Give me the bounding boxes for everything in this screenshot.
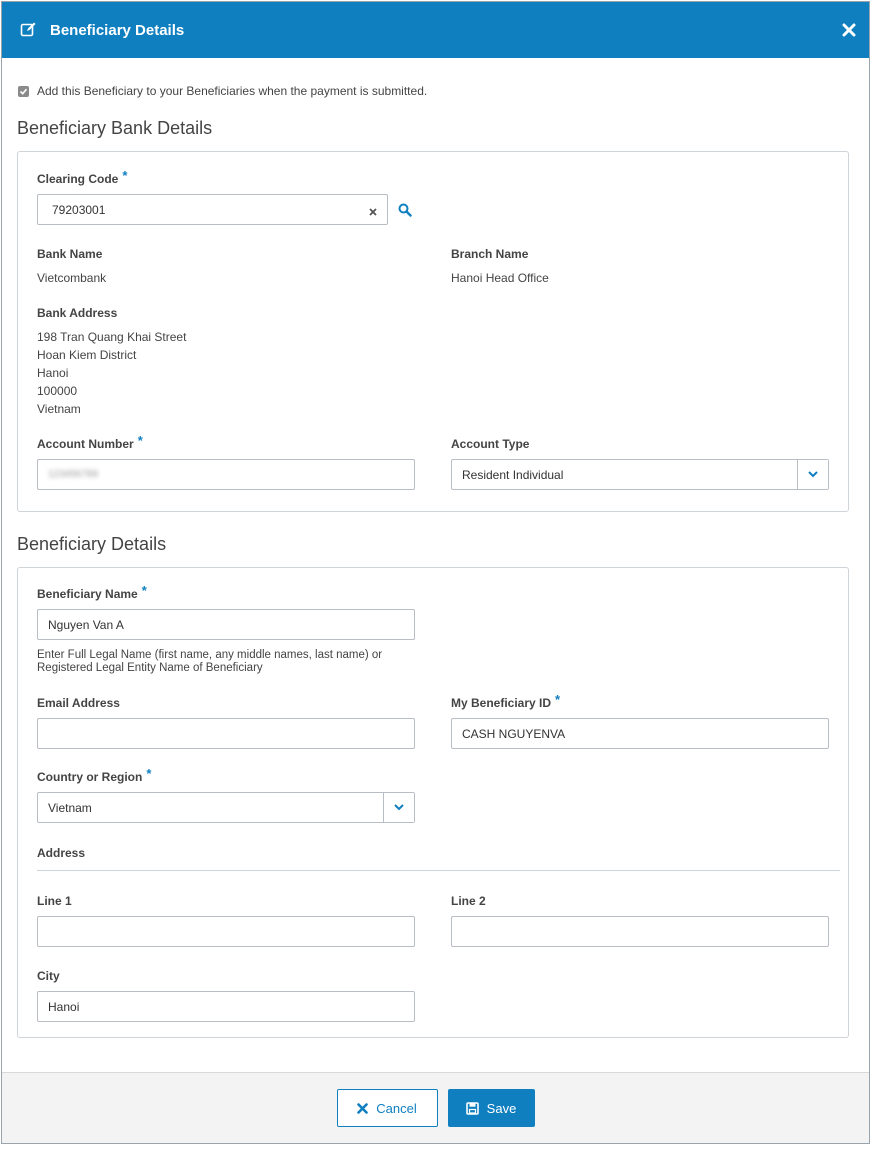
required-marker: * (137, 433, 143, 448)
beneficiary-name-value: Nguyen Van A (48, 617, 124, 632)
required-marker: * (146, 766, 152, 781)
cancel-button[interactable] (337, 1089, 438, 1127)
cancel-label: Cancel (376, 1100, 417, 1116)
city-value: Hanoi (48, 999, 80, 1014)
bank-address-line: Vietnam (37, 402, 81, 416)
beneficiary-dialog (1, 1, 870, 1144)
clear-icon[interactable] (369, 205, 377, 219)
save-beneficiary-option (17, 58, 849, 120)
required-marker: * (141, 583, 147, 598)
beneficiary-name-input[interactable] (37, 609, 415, 640)
beneficiary-id-label: My Beneficiary ID * (451, 692, 561, 710)
save-button[interactable] (448, 1089, 535, 1127)
account-type-value: Resident Individual (462, 467, 564, 482)
clearing-code-input[interactable] (37, 194, 388, 225)
help-text-line: Registered Legal Entity Name of Beneficiary (37, 662, 263, 674)
country-label: Country or Region * (37, 766, 152, 784)
account-number-input[interactable] (37, 459, 415, 490)
help-text-line: Enter Full Legal Name (first name, any middle names, last name) or (37, 649, 383, 661)
dialog-header (2, 2, 869, 58)
beneficiary-details-heading: Beneficiary Details (17, 534, 167, 554)
dialog-footer (2, 1072, 869, 1143)
bank-address-line: 198 Tran Quang Khai Street (37, 330, 187, 344)
beneficiary-details-panel (17, 567, 849, 1038)
branch-name-value: Hanoi Head Office (451, 271, 549, 285)
chevron-down-icon[interactable] (797, 460, 828, 489)
bank-address-line: 100000 (37, 384, 78, 398)
close-icon (357, 1103, 368, 1114)
clearing-code-value: 79203001 (52, 202, 106, 217)
bank-details-panel (17, 151, 849, 512)
clearing-code-label: Clearing Code * (37, 168, 128, 186)
address-heading: Address (37, 846, 86, 860)
required-marker: * (555, 692, 561, 707)
line1-label: Line 1 (37, 894, 72, 908)
city-label: City (37, 969, 60, 983)
city-input[interactable] (37, 991, 415, 1022)
bank-name-label: Bank Name (37, 247, 103, 261)
search-icon[interactable] (398, 203, 412, 217)
save-beneficiary-label: Add this Beneficiary to your Beneficiaries when the payment is submitted. (37, 84, 428, 98)
bank-address-line: Hanoi (37, 366, 69, 380)
floppy-disk-icon (466, 1102, 479, 1115)
country-value: Vietnam (48, 800, 92, 815)
line2-label: Line 2 (451, 894, 486, 908)
email-input[interactable] (37, 718, 415, 749)
beneficiary-name-help (37, 649, 830, 675)
dialog-title: Beneficiary Details (50, 21, 185, 39)
address-divider (37, 870, 840, 871)
account-type-select[interactable] (451, 459, 829, 490)
beneficiary-id-value: CASH NGUYENVA (462, 726, 566, 741)
edit-icon (20, 21, 38, 39)
line1-input[interactable] (37, 916, 415, 947)
account-number-value: 123456789 (48, 469, 99, 480)
bank-name-value: Vietcombank (37, 271, 107, 285)
bank-address-label: Bank Address (37, 306, 118, 320)
required-marker: * (122, 168, 128, 183)
email-label: Email Address (37, 696, 120, 710)
save-beneficiary-checkbox[interactable] (18, 86, 29, 97)
bank-address-line: Hoan Kiem District (37, 348, 137, 362)
chevron-down-icon[interactable] (383, 793, 414, 822)
country-select[interactable] (37, 792, 415, 823)
beneficiary-id-input[interactable] (451, 718, 829, 749)
beneficiary-name-label: Beneficiary Name * (37, 583, 147, 601)
line2-input[interactable] (451, 916, 829, 947)
close-icon[interactable] (839, 20, 859, 40)
branch-name-label: Branch Name (451, 247, 529, 261)
bank-details-heading: Beneficiary Bank Details (17, 118, 213, 138)
bank-address-value (37, 328, 830, 418)
account-type-label: Account Type (451, 437, 530, 451)
account-number-label: Account Number * (37, 433, 143, 451)
save-label: Save (486, 1100, 517, 1116)
